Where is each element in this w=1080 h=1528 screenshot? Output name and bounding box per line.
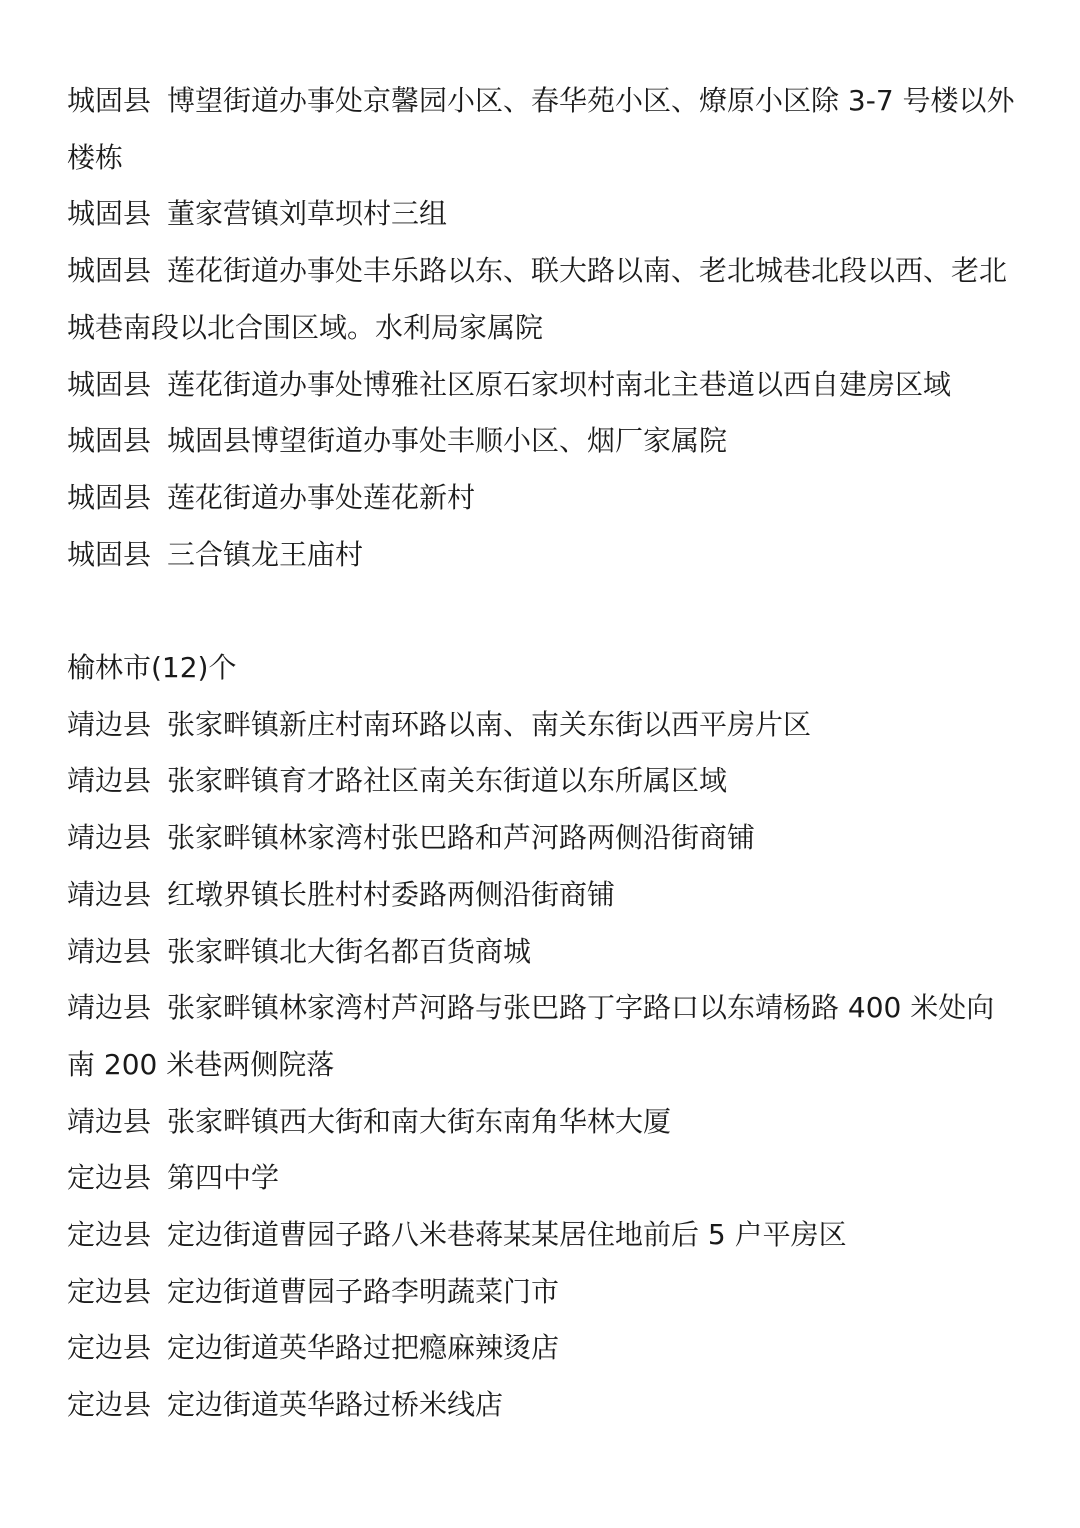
location-text: 张家畔镇北大街名都百货商城 bbox=[167, 934, 532, 968]
document-body bbox=[67, 73, 1017, 1434]
location-text: 博望街道办事处京馨园小区、春华苑小区、燎原小区除 3-7 号楼以外楼栋 bbox=[67, 84, 1015, 174]
county-name: 定边县 bbox=[67, 1388, 152, 1422]
county-name: 靖边县 bbox=[67, 877, 152, 911]
list-item bbox=[67, 1377, 1017, 1434]
location-text: 张家畔镇西大街和南大街东南角华林大厦 bbox=[167, 1104, 672, 1138]
county-name: 靖边县 bbox=[67, 821, 152, 855]
section-yulin-entries bbox=[67, 697, 1017, 1434]
location-text: 莲花街道办事处莲花新村 bbox=[167, 480, 476, 514]
county-name: 城固县 bbox=[67, 424, 152, 458]
county-name: 靖边县 bbox=[67, 991, 152, 1025]
section-heading-yulin: 榆林市(12)个 bbox=[67, 651, 237, 685]
location-text: 莲花街道办事处丰乐路以东、联大路以南、老北城巷北段以西、老北城巷南段以北合围区域。水利局家属院 bbox=[67, 254, 1008, 344]
county-name: 定边县 bbox=[67, 1161, 152, 1195]
list-item bbox=[67, 413, 1017, 470]
location-text: 张家畔镇林家湾村张巴路和芦河路两侧沿街商铺 bbox=[167, 821, 756, 855]
list-item bbox=[67, 470, 1017, 527]
county-name: 靖边县 bbox=[67, 1104, 152, 1138]
list-item bbox=[67, 924, 1017, 981]
list-item bbox=[67, 697, 1017, 754]
list-item bbox=[67, 1264, 1017, 1321]
location-text: 定边街道曹园子路李明蔬菜门市 bbox=[167, 1274, 560, 1308]
location-text: 张家畔镇育才路社区南关东街道以东所属区域 bbox=[167, 764, 728, 798]
list-item bbox=[67, 1207, 1017, 1264]
list-item bbox=[67, 810, 1017, 867]
list-item bbox=[67, 243, 1017, 356]
section-hanzhong-entries bbox=[67, 73, 1017, 583]
location-text: 张家畔镇新庄村南环路以南、南关东街以西平房片区 bbox=[167, 707, 812, 741]
location-text: 定边街道英华路过桥米线店 bbox=[167, 1388, 504, 1422]
list-item bbox=[67, 980, 1017, 1093]
county-name: 城固县 bbox=[67, 480, 152, 514]
list-item bbox=[67, 1094, 1017, 1151]
list-item bbox=[67, 1320, 1017, 1377]
county-name: 定边县 bbox=[67, 1274, 152, 1308]
county-name: 靖边县 bbox=[67, 764, 152, 798]
county-name: 城固县 bbox=[67, 84, 152, 117]
list-item bbox=[67, 1150, 1017, 1207]
location-text: 第四中学 bbox=[167, 1161, 280, 1195]
section-spacer bbox=[67, 583, 1017, 640]
county-name: 城固县 bbox=[67, 367, 152, 401]
county-name: 定边县 bbox=[67, 1331, 152, 1365]
list-item bbox=[67, 357, 1017, 414]
county-name: 城固县 bbox=[67, 254, 152, 288]
list-item bbox=[67, 753, 1017, 810]
location-text: 三合镇龙王庙村 bbox=[167, 537, 364, 571]
location-text: 城固县博望街道办事处丰顺小区、烟厂家属院 bbox=[167, 424, 728, 458]
location-text: 董家营镇刘草坝村三组 bbox=[167, 197, 448, 231]
county-name: 定边县 bbox=[67, 1218, 152, 1252]
location-text: 红墩界镇长胜村村委路两侧沿街商铺 bbox=[167, 877, 616, 911]
list-item bbox=[67, 527, 1017, 584]
list-item bbox=[67, 73, 1017, 186]
county-name: 城固县 bbox=[67, 537, 152, 571]
location-text: 张家畔镇林家湾村芦河路与张巴路丁字路口以东靖杨路 400 米处向南 200 米巷两侧院落 bbox=[67, 991, 995, 1081]
county-name: 靖边县 bbox=[67, 934, 152, 968]
county-name: 城固县 bbox=[67, 197, 152, 231]
location-text: 定边街道英华路过把瘾麻辣烫店 bbox=[167, 1331, 560, 1365]
location-text: 定边街道曹园子路八米巷蒋某某居住地前后 5 户平房区 bbox=[167, 1218, 847, 1252]
location-text: 莲花街道办事处博雅社区原石家坝村南北主巷道以西自建房区域 bbox=[167, 367, 952, 401]
list-item bbox=[67, 867, 1017, 924]
list-item bbox=[67, 186, 1017, 243]
county-name: 靖边县 bbox=[67, 707, 152, 741]
